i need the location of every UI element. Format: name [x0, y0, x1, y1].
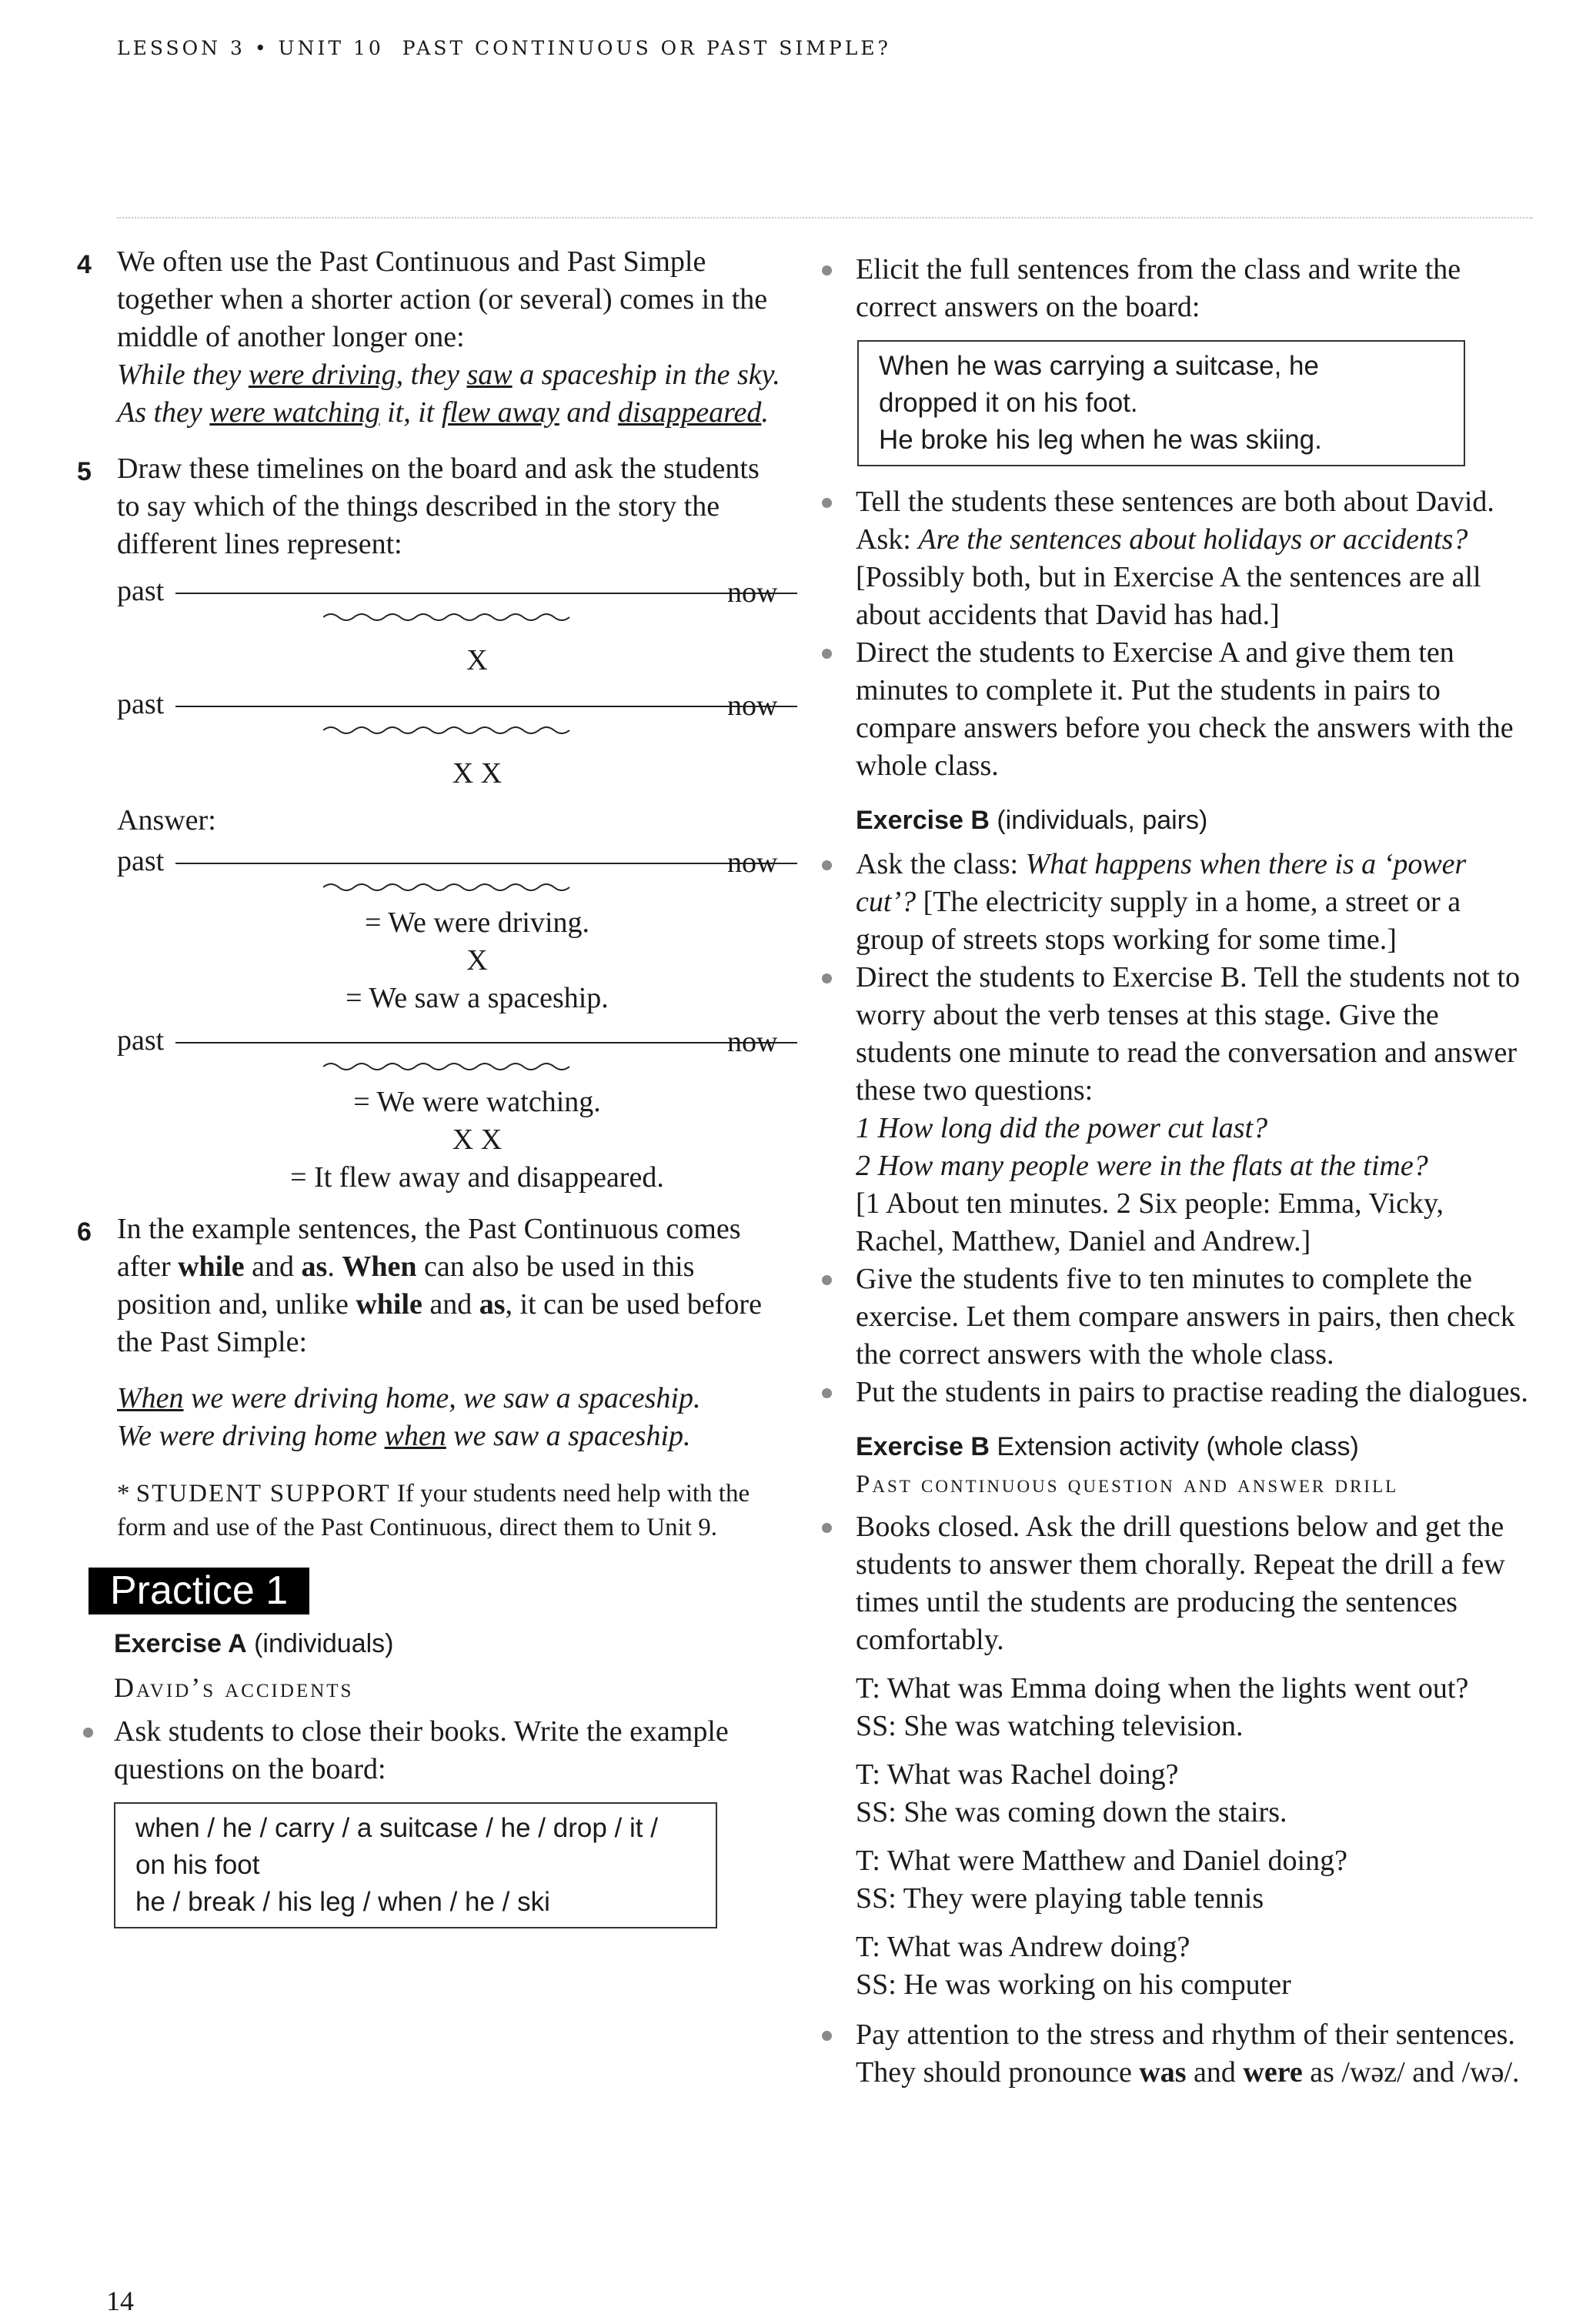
wavy-line: [323, 1059, 577, 1074]
example-sentence: While they were driving, they saw a spaceship in the sky.: [117, 359, 780, 391]
timeline: past now: [77, 686, 785, 763]
timeline: past now: [77, 1022, 785, 1099]
example-sentence: As they were watching it, it flew away and disappeared.: [117, 396, 769, 429]
drill-dialogue: T: What was Emma doing when the lights went out? SS: She was watching television. T: What was Rachel doing? SS: She was coming down the stairs. T: What were Matthew and Daniel doing? SS: They were playing table tennis T: What was Andrew doing? SS: He was working on his computer: [856, 1672, 1469, 2001]
point-4: 4 We often use the Past Continuous and Past Simple together when a shorter action (or several) comes in the middle of another longer one: While they were driving, they saw a spaceship in the sky. As they were watching it, it flew away and disappeared.: [77, 243, 785, 432]
exercise-b-extension-heading: Exercise B Extension activity (whole class): [856, 1432, 1359, 1461]
point-5: 5 Draw these timelines on the board and ask the students to say which of the things described in the story the different lines represent:: [77, 452, 760, 560]
timeline-line: [175, 593, 797, 594]
timeline-line: [175, 1042, 797, 1043]
example-sentence: When we were driving home, we saw a spaceship.: [117, 1382, 701, 1414]
point-6: 6 In the example sentences, the Past Continuous comes after while and as. When can also be used in this position and, unlike while and as, it can be used before the Past Simple: When we were driving home, we saw a spaceship. We were driving home when we saw a spaceship.: [77, 1210, 785, 1455]
right-column: Elicit the full sentences from the class and write the correct answers on the board: When he was carrying a suitcase, he dropped it on his foot. He broke his leg when he was skiing. Tell the students these sentences are both about David. Ask: Are the sentences about holidays or accidents? [Possibly both, but in Exercise A the sentences are all about accidents that David has had.] Direct the students to Exercise A and give them ten minutes to complete it. Put the students in pairs to compare answers before you check the answers with the whole class. Exercise B (individuals, pairs) Ask the class: What happens when there is a ‘power cut’? [The electricity supply in a home, a street or a group of streets stops working for some time.] Direct the students to Exercise B. Tell the students not to worry about the verb tenses at this stage. Give the students one minute to read the conversation and answer these two questions: 1 How long did the power cut last? 2 How many people were in the flats at the time? [1 About ten minutes. 2 Six people: Emma, Vicky, Rachel, Matthew, Daniel and Andrew.] Give the students five to ten minutes to complete the exercise. Let them compare answers in pairs, then check the correct answers with the whole class. Put the students in pairs to practise reading the dialogues. Exercise B Extension activity (whole class) Past continuous question and answer drill Books closed. Ask the drill questions below and get the students to answer them chorally. Repeat the drill a few times until the students are producing the sentences comfortably. T: What was Emma doing when the lights went out? SS: She was watching television. T: What was Rachel doing? SS: She was coming down the stairs. T: What were Matthew and Daniel doing? SS: They were playing table tennis T: What was Andrew doing? SS: He was working on his computer Pay attention to the stress and rhythm of their sentences. They should pronounce was and were as /wəz/ and /wə/.: [816, 251, 1530, 2092]
exercise-b-heading: Exercise B (individuals, pairs): [856, 806, 1208, 835]
example-sentence: We were driving home when we saw a spaceship.: [117, 1420, 691, 1452]
page-number: 14: [106, 2286, 134, 2316]
left-column: 4 We often use the Past Continuous and Past Simple together when a shorter action (or several) comes in the middle of another longer one: While they were driving, they saw a spaceship in the sky. As they were watching it, it flew away and disappeared. 5 Draw these timelines on the board and ask the students to say which of the things described in the story the different lines represent: past now X past now X X Answer: past now = We were driving. X = We saw a spaceship. past now = We were watching. X X = It flew away and disappeared. 6 In the example sentences, the Past Continuous comes after while and as. When can also be used in this position and, unlike while and as, it can be used before the Past Simple: When we were driving home, we saw a spaceship. We were driving home when we saw a spaceship. * STUDENT SUPPORT If your students need help with the form and use of the Past Continuous, direct them to Unit 9. Practice 1 Exercise A (individuals) David’s accidents Ask students to close their books. Write the example questions on the board: when / he / carry / a suitcase / he / drop / it / on his foot he / break / his leg / when / he / ski: [77, 243, 785, 1928]
exercise-a-heading: Exercise A (individuals): [114, 1629, 394, 1658]
board-box: When he was carrying a suitcase, he dropped it on his foot. He broke his leg when he was skiing.: [857, 340, 1465, 466]
timeline: past now: [77, 843, 785, 920]
header-divider: [117, 217, 1533, 219]
running-header: LESSON 3 • UNIT 10 PAST CONTINUOUS OR PAST SIMPLE?: [117, 37, 891, 59]
wavy-line: [323, 723, 577, 738]
timeline-line: [175, 706, 797, 707]
student-support-note: * STUDENT SUPPORT If your students need help with the form and use of the Past Continuous, direct them to Unit 9.: [117, 1480, 750, 1541]
wavy-line: [323, 609, 577, 625]
timeline: past now: [77, 573, 785, 649]
timeline-line: [175, 863, 797, 864]
wavy-line: [323, 880, 577, 895]
practice-heading: Practice 1: [88, 1568, 309, 1614]
board-box: when / he / carry / a suitcase / he / drop / it / on his foot he / break / his leg / when / he / ski: [114, 1802, 717, 1928]
timeline-diagram: past now X past now X X Answer: past now = We were driving. X = We saw a spaceship. past now = We were watching. X X = It flew away and disappeared.: [77, 573, 785, 1197]
